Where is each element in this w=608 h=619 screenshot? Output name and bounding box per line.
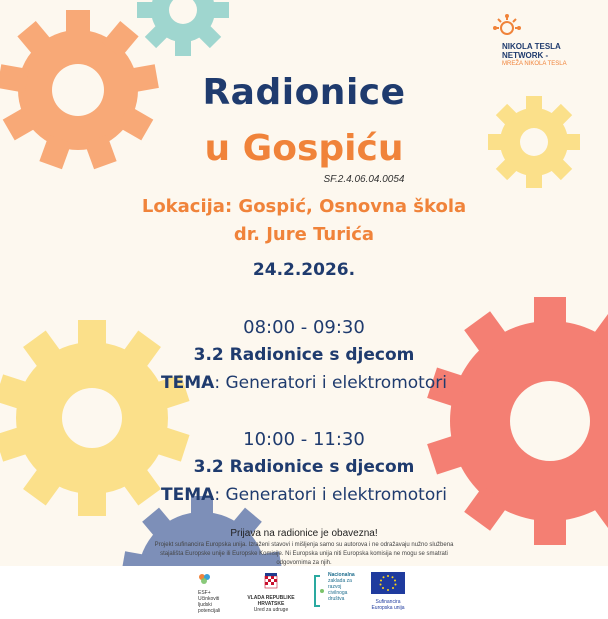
- title-line1: Radionice: [202, 72, 406, 113]
- esf-line4: potencijali: [198, 608, 221, 614]
- nzrcd-line4: civilnoga: [328, 590, 348, 596]
- session-2-topic: [0, 485, 608, 505]
- nzrcd-line5: društva: [328, 596, 345, 602]
- nzrcd-bracket-icon: [312, 574, 326, 608]
- disclaimer-line1: Projekt sufinancira Europska unija. Izraženi stavovi i mišljenja samo su autorova i ne odražavaju nužno službena: [154, 542, 454, 548]
- esf-line1: ESF+: [198, 590, 211, 596]
- nzrcd-logo: [312, 572, 366, 614]
- nikola-tesla-bulb-icon: [492, 14, 522, 42]
- event-date: 24.2.2026.: [252, 260, 356, 280]
- esf-logo: [198, 572, 238, 614]
- location-line2: dr. Jure Turića: [233, 224, 375, 245]
- nzrcd-line2: zaklada za: [328, 578, 352, 584]
- session-1-time: 08:00 - 09:30: [243, 317, 365, 338]
- session-1-title: 3.2 Radionice s djecom: [193, 345, 415, 365]
- eu-line2: Europska unija: [371, 605, 405, 611]
- nzrcd-line3: razvoj: [328, 584, 342, 590]
- esf-star-icon: [198, 573, 212, 585]
- nzrcd-line1: Nacionalna: [328, 572, 355, 578]
- session-2-tema-value: : Generatori i elektromotori: [214, 485, 447, 505]
- session-1-topic: [0, 373, 608, 393]
- org-name-line2: NETWORK -: [502, 51, 549, 60]
- session-2-title: 3.2 Radionice s djecom: [193, 457, 415, 477]
- esf-line3: ljudski: [198, 602, 212, 608]
- session-1-tema-label: TEMA: [161, 373, 215, 393]
- eu-line1: Sufinancira: [375, 599, 401, 605]
- project-code: SF.2.4.06.04.0054: [323, 174, 405, 185]
- org-name-line3: MREŽA NIKOLA TESLA: [502, 61, 567, 67]
- session-2-tema-label: TEMA: [161, 485, 215, 505]
- eu-logo: [368, 572, 408, 614]
- session-1-tema-value: : Generatori i elektromotori: [214, 373, 447, 393]
- croatian-coat-of-arms-icon: [264, 572, 278, 590]
- session-2-time: 10:00 - 11:30: [243, 429, 365, 450]
- gov-line1: VLADA REPUBLIKE HRVATSKE: [247, 595, 295, 607]
- disclaimer: [0, 541, 608, 568]
- location-line1: Lokacija: Gospić, Osnovna škola: [141, 196, 467, 217]
- gov-line2: Ured za udruge: [253, 607, 289, 613]
- title-line2: u Gospiću: [204, 128, 404, 169]
- disclaimer-line3: odgovornima za njih.: [276, 560, 332, 566]
- footer-logos: [0, 566, 608, 619]
- eu-flag-icon: [371, 572, 405, 594]
- government-logo: [236, 572, 306, 614]
- registration-notice: Prijava na radionice je obavezna!: [230, 528, 378, 539]
- esf-line2: Učinkoviti: [198, 596, 220, 602]
- disclaimer-line2: stajališta Europske unije ili Europske Komisije. Ni Europska unija niti Europska komisija ne mogu se smatrati: [160, 551, 448, 557]
- org-logo: [488, 14, 598, 68]
- org-name-line1: NIKOLA TESLA: [502, 42, 561, 51]
